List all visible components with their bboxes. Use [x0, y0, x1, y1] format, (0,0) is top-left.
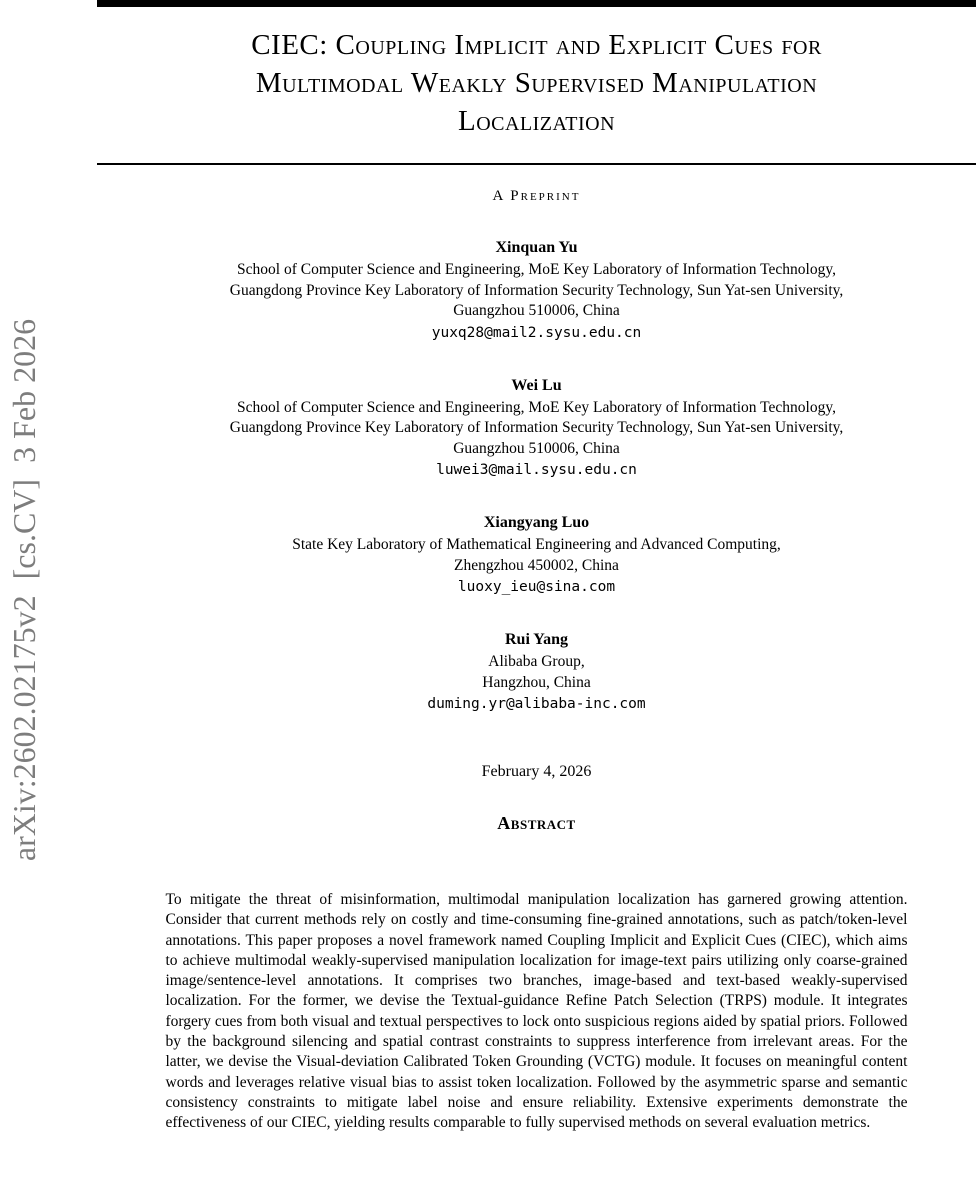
author-email: luwei3@mail.sysu.edu.cn	[436, 462, 637, 478]
author-affiliation-line: School of Computer Science and Engineering, MoE Key Laboratory of Information Technology,	[237, 261, 836, 278]
author-name: Xinquan Yu	[495, 239, 578, 256]
author-affiliation-line: Guangzhou 510006, China	[453, 302, 620, 319]
author-block	[97, 630, 976, 715]
title-rule	[97, 163, 976, 165]
arxiv-stamp: arXiv:2602.02175v2 [cs.CV] 3 Feb 2026	[6, 318, 42, 862]
author-block	[97, 376, 976, 482]
paper-title-line: Multimodal Weakly Supervised Manipulation	[255, 67, 818, 99]
author-email: yuxq28@mail2.sysu.edu.cn	[431, 324, 642, 341]
abstract-heading: Abstract	[497, 813, 576, 833]
author-affiliation-line: Guangdong Province Key Laboratory of Information Security Technology, Sun Yat-sen University,	[229, 281, 844, 299]
author-affiliation-line: State Key Laboratory of Mathematical Engineering and Advanced Computing,	[292, 536, 781, 553]
paper-title-line: CIEC: Coupling Implicit and Explicit Cues for	[251, 29, 822, 61]
author-email: duming.yr@alibaba-inc.com	[427, 696, 646, 712]
author-name: Xiangyang Luo	[483, 514, 590, 531]
author-name: Rui Yang	[505, 631, 568, 648]
author-affiliation-line: School of Computer Science and Engineering, MoE Key Laboratory of Information Technology,	[237, 398, 836, 416]
paper-date: February 4, 2026	[481, 763, 592, 780]
author-affiliation-line: Zhengzhou 450002, China	[454, 556, 619, 574]
author-affiliation-line: Hangzhou, China	[482, 673, 591, 691]
author-affiliation-line: Guangzhou 510006, China	[453, 439, 620, 457]
paper-content	[97, 0, 976, 1134]
author-block	[97, 238, 976, 344]
author-name: Wei Lu	[511, 376, 562, 394]
paper-title-line: Localization	[457, 105, 616, 137]
author-affiliation-line: Guangdong Province Key Laboratory of Information Security Technology, Sun Yat-sen University,	[229, 419, 844, 436]
author-email: luoxy_ieu@sina.com	[457, 579, 616, 595]
preprint-label: A Preprint	[492, 188, 581, 204]
abstract-text: To mitigate the threat of misinformation, multimodal manipulation localization has garnered growing attention. Consider that current methods rely on costly and time-consuming fine-grained annotations, such as patch/token-level annotations. This paper proposes a novel framework named Coupling Implicit and Explicit Cues (CIEC), which aims to achieve multimodal weakly-supervised manipulation localization for image-text pairs utilizing only coarse-grained image/sentence-level annotations. It comprises two branches, image-based and text-based weakly-supervised localization. For the former, we devise the Textual-guidance Refine Patch Selection (TRPS) module. It integrates forgery cues from both visual and textual perspectives to lock onto suspicious regions aided by spatial priors. Followed by the background silencing and spatial contrast constraints to suppress interference from irrelevant areas. For the latter, we devise the Visual-deviation Calibrated Token Grounding (VCTG) module. It focuses on meaningful content words and leverages relative visual bias to assist token localization. Followed by the asymmetric sparse and semantic consistency constraints to mitigate label noise and ensure reliability. Extensive experiments demonstrate the effectiveness of our CIEC, yielding results comparable to fully supervised methods on several evaluation metrics.	[165, 891, 908, 1132]
author-affiliation-line: Alibaba Group,	[488, 653, 585, 670]
paper-title	[97, 26, 976, 140]
author-block	[97, 513, 976, 598]
